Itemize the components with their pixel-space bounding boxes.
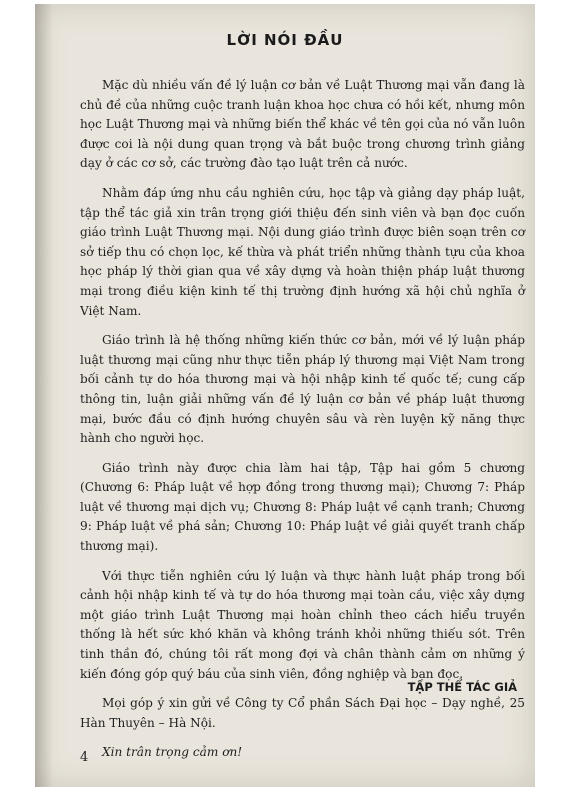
signature: TẬP THỂ TÁC GIẢ bbox=[407, 680, 517, 694]
closing-line: Xin trân trọng cảm ơn! bbox=[102, 745, 243, 760]
paragraph-2: Nhằm đáp ứng nhu cầu nghiên cứu, học tập và giảng dạy pháp luật, tập thể tác giả xin trân trọng giới thiệu đến sinh viên và bạn đọc cuốn giáo trình Luật Thương mại. Nội dung giáo trình được biên soạn trên cơ sở tiếp thu có chọn lọc, kế thừa và phát triển những thành tựu của khoa học pháp lý thời gian qua về xây dựng và hoàn thiện pháp luật thương mại trong điều kiện kinh tế thị trường định hướng xã hội chủ nghĩa ở Việt Nam. bbox=[80, 185, 525, 318]
preface-body bbox=[80, 76, 525, 773]
paragraph-1: Mặc dù nhiều vấn đề lý luận cơ bản về Luật Thương mại vẫn đang là chủ đề của những cuộc tranh luận khoa học chưa có hồi kết, nhưng môn học Luật Thương mại và những biến thể khác về tên gọi của nó vẫn luôn được coi là nội dung quan trọng và bắt buộc trong chương trình giảng dạy ở các cơ sở, các trường đào tạo luật trên cả nước. bbox=[80, 78, 525, 171]
paragraph-4: Giáo trình này được chia làm hai tập, Tập hai gồm 5 chương (Chương 6: Pháp luật về hợp đồng trong thương mại); Chương 7: Pháp luật về thương mại dịch vụ; Chương 8: Pháp luật về cạnh tranh; Chương 9: Pháp luật về phá sản; Chương 10: Pháp luật về giải quyết tranh chấp thương mại). bbox=[80, 460, 525, 554]
paragraph-5: Với thực tiễn nghiên cứu lý luận và thực hành luật pháp trong bối cảnh hội nhập kinh tế và tự do hóa thương mại toàn cầu, việc xây dựng một giáo trình Luật Thương mại hoàn chỉnh theo cách hiểu truyền thống là hết sức khó khăn và không tránh khỏi những thiếu sót. Trên tinh thần đó, chúng tôi rất mong đợi và chân thành cảm ơn những ý kiến đóng góp quý báu của sinh viên, đồng nghiệp và bạn đọc. bbox=[80, 568, 525, 681]
book-page bbox=[35, 4, 535, 787]
page-title: LỜI NÓI ĐẦU bbox=[226, 31, 344, 49]
paragraph-6: Mọi góp ý xin gửi về Công ty Cổ phần Sách Đại học – Dạy nghề, 25 Hàn Thuyên – Hà Nội. bbox=[80, 696, 525, 730]
paragraph-3: Giáo trình là hệ thống những kiến thức cơ bản, mới về lý luận pháp luật thương mại cũng như thực tiễn pháp lý thương mại Việt Nam trong bối cảnh tự do hóa thương mại và hội nhập kinh tế quốc tế; cung cấp thông tin, luận giải những vấn đề lý luận cơ bản về pháp luật thương mại, bước đầu có định hướng chuyên sâu và rèn luyện kỹ năng thực hành cho người học. bbox=[80, 333, 525, 446]
page-number: 4 bbox=[80, 750, 89, 765]
